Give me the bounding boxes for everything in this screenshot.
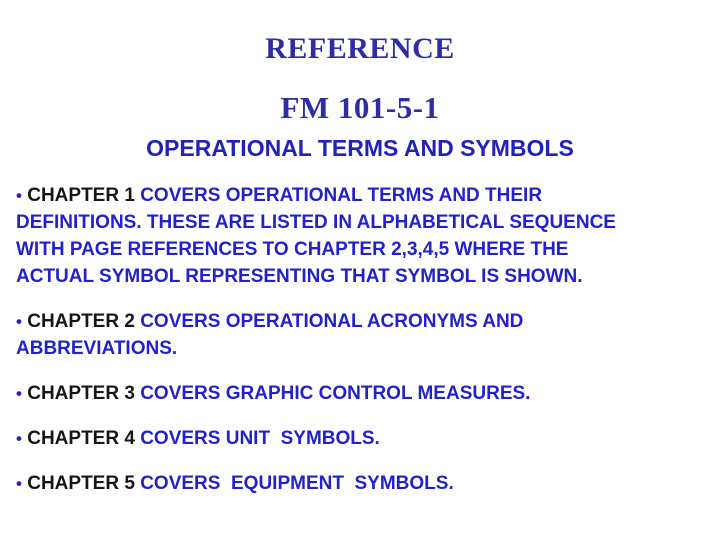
slide-title: REFERENCE <box>265 32 455 65</box>
chapter-description: COVERS UNIT SYMBOLS. <box>140 427 380 449</box>
chapter-description: COVERS EQUIPMENT SYMBOLS. <box>140 472 454 494</box>
bullet-dot: • <box>16 473 22 493</box>
chapter-label: CHAPTER 4 <box>27 427 135 449</box>
chapter-label: CHAPTER 5 <box>27 472 135 494</box>
chapter-description: COVERS OPERATIONAL TERMS AND THEIR DEFINITIONS. THESE ARE LISTED IN ALPHABETICAL SEQUENCE WITH PAGE REFERENCES TO CHAPTER 2,3,4,5 WHERE THE ACTUAL SYMBOL REPRESENTING THAT SYMBOL IS SHOWN. <box>16 184 622 287</box>
slide-heading: OPERATIONAL TERMS AND SYMBOLS <box>146 134 574 161</box>
chapter-description: COVERS OPERATIONAL ACRONYMS AND ABBREVIATIONS. <box>16 310 528 359</box>
bullet-item-chapter-4 <box>16 425 638 452</box>
bullet-item-chapter-2 <box>16 308 638 362</box>
bullet-item-chapter-3 <box>16 380 638 407</box>
bullet-item-chapter-1 <box>16 182 638 290</box>
bullet-dot: • <box>16 311 22 331</box>
bullet-list <box>0 161 668 497</box>
chapter-label: CHAPTER 3 <box>27 382 135 404</box>
bullet-item-chapter-5 <box>16 470 638 497</box>
bullet-dot: • <box>16 383 22 403</box>
chapter-description: COVERS GRAPHIC CONTROL MEASURES. <box>140 382 531 404</box>
slide-subtitle: FM 101-5-1 <box>280 90 440 125</box>
chapter-label: CHAPTER 1 <box>27 184 135 206</box>
chapter-label: CHAPTER 2 <box>27 310 135 332</box>
title-block <box>0 0 720 161</box>
bullet-dot: • <box>16 185 22 205</box>
bullet-dot: • <box>16 428 22 448</box>
